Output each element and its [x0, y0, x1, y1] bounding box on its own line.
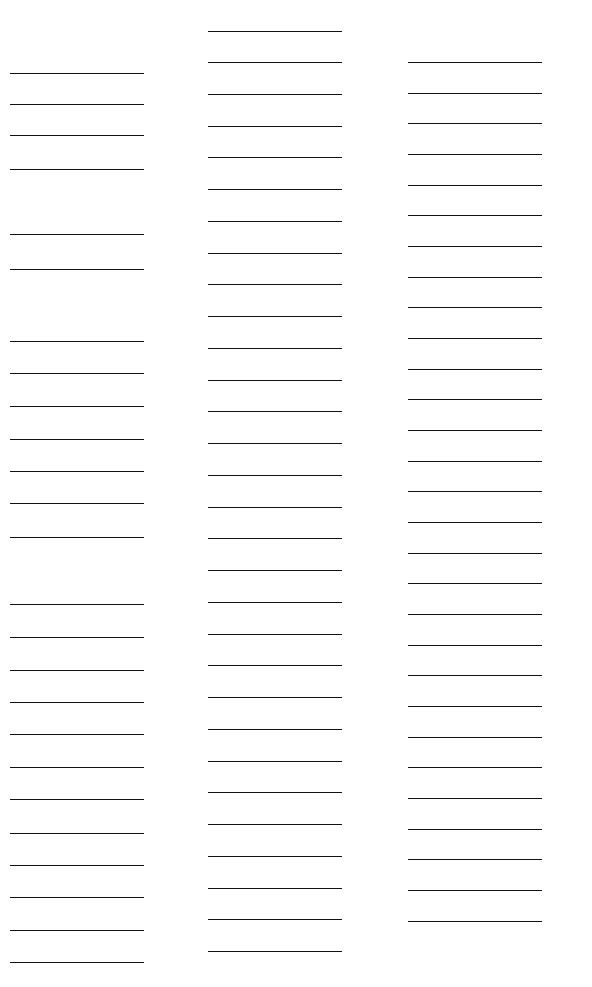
channel-row-46 — [208, 668, 342, 698]
channel-row-61 — [408, 217, 542, 247]
channel-row-66 — [408, 370, 542, 400]
row-rule — [10, 269, 144, 270]
row-rule — [208, 507, 342, 508]
row-rule — [208, 411, 342, 412]
row-rule — [10, 135, 144, 136]
channel-row-41 — [208, 509, 342, 539]
channel-row-62 — [408, 248, 542, 278]
channel-row-67 — [408, 401, 542, 431]
row-rule — [408, 706, 542, 707]
channel-row-16 — [10, 641, 144, 671]
row-rule — [10, 637, 144, 638]
row-rule — [208, 634, 342, 635]
channel-row-55 — [408, 33, 542, 63]
channel-row-57 — [408, 94, 542, 124]
channel-row-69 — [408, 462, 542, 492]
row-rule — [208, 253, 342, 254]
row-rule — [10, 341, 144, 342]
row-rule — [408, 890, 542, 891]
channel-row-74 — [408, 616, 542, 646]
channel-row-44 — [208, 605, 342, 635]
row-rule — [208, 856, 342, 857]
row-rule — [10, 865, 144, 866]
channel-row-13 — [10, 508, 144, 538]
channel-row-8 — [10, 344, 144, 374]
channel-row-70 — [408, 493, 542, 523]
row-rule — [208, 538, 342, 539]
channel-row-64 — [408, 309, 542, 339]
row-rule — [408, 798, 542, 799]
row-rule — [408, 491, 542, 492]
channel-row-34 — [208, 287, 342, 317]
row-rule — [208, 761, 342, 762]
channel-row-83 — [408, 892, 542, 922]
row-rule — [10, 439, 144, 440]
channel-row-79 — [408, 769, 542, 799]
channel-row-5 — [10, 205, 144, 235]
channel-row-48 — [208, 732, 342, 762]
row-rule — [408, 522, 542, 523]
channel-row-63 — [408, 278, 542, 308]
channel-row-6 — [10, 240, 144, 270]
channel-row-19 — [10, 738, 144, 768]
channel-row-54 — [208, 922, 342, 952]
row-rule — [10, 604, 144, 605]
channel-row-36 — [208, 351, 342, 381]
channel-row-35 — [208, 319, 342, 349]
channel-row-17 — [10, 673, 144, 703]
row-rule — [208, 665, 342, 666]
channel-row-15 — [10, 608, 144, 638]
row-rule — [208, 888, 342, 889]
row-rule — [10, 670, 144, 671]
channel-row-3 — [10, 106, 144, 136]
channel-row-37 — [208, 382, 342, 412]
row-rule — [408, 859, 542, 860]
channel-row-47 — [208, 700, 342, 730]
channel-row-50 — [208, 795, 342, 825]
channel-row-7 — [10, 312, 144, 342]
column-top-rule — [208, 31, 342, 32]
row-rule — [208, 157, 342, 158]
row-rule — [408, 338, 542, 339]
row-rule — [208, 919, 342, 920]
row-rule — [10, 897, 144, 898]
channel-row-20 — [10, 770, 144, 800]
channel-row-11 — [10, 442, 144, 472]
column-top-rule — [10, 73, 144, 74]
row-rule — [408, 123, 542, 124]
channel-row-42 — [208, 541, 342, 571]
channel-row-39 — [208, 446, 342, 476]
channel-row-49 — [208, 763, 342, 793]
channel-row-65 — [408, 340, 542, 370]
channel-row-40 — [208, 478, 342, 508]
row-rule — [10, 833, 144, 834]
channel-row-80 — [408, 800, 542, 830]
channel-row-30 — [208, 160, 342, 190]
row-rule — [408, 767, 542, 768]
row-rule — [10, 767, 144, 768]
channel-row-21 — [10, 804, 144, 834]
row-rule — [208, 62, 342, 63]
channel-row-43 — [208, 573, 342, 603]
row-rule — [208, 475, 342, 476]
row-rule — [208, 380, 342, 381]
channel-row-12 — [10, 474, 144, 504]
row-rule — [10, 734, 144, 735]
channel-row-52 — [208, 859, 342, 889]
row-rule — [208, 570, 342, 571]
row-rule — [208, 602, 342, 603]
channel-row-81 — [408, 830, 542, 860]
channel-row-2 — [10, 75, 144, 105]
channel-row-33 — [208, 255, 342, 285]
row-rule — [408, 307, 542, 308]
row-rule — [408, 614, 542, 615]
channel-row-31 — [208, 192, 342, 222]
channel-row-45 — [208, 636, 342, 666]
channel-row-77 — [408, 708, 542, 738]
channel-row-76 — [408, 677, 542, 707]
row-rule — [10, 702, 144, 703]
row-rule — [10, 962, 144, 963]
channel-row-60 — [408, 186, 542, 216]
channel-row-73 — [408, 585, 542, 615]
row-rule — [208, 443, 342, 444]
row-rule — [208, 126, 342, 127]
row-rule — [10, 537, 144, 538]
channel-row-26 — [208, 33, 342, 63]
channel-row-14 — [10, 575, 144, 605]
row-rule — [10, 104, 144, 105]
channel-row-53 — [208, 890, 342, 920]
channel-row-23 — [10, 868, 144, 898]
channel-row-75 — [408, 646, 542, 676]
row-rule — [208, 697, 342, 698]
row-rule — [10, 799, 144, 800]
row-rule — [10, 930, 144, 931]
row-rule — [208, 316, 342, 317]
row-rule — [408, 675, 542, 676]
row-rule — [408, 583, 542, 584]
channel-row-82 — [408, 861, 542, 891]
row-rule — [408, 62, 542, 63]
row-rule — [208, 824, 342, 825]
row-rule — [10, 406, 144, 407]
row-rule — [408, 921, 542, 922]
channel-row-56 — [408, 64, 542, 94]
channel-row-32 — [208, 224, 342, 254]
row-rule — [10, 169, 144, 170]
channel-row-68 — [408, 432, 542, 462]
channel-row-22 — [10, 836, 144, 866]
row-rule — [208, 221, 342, 222]
channel-row-27 — [208, 65, 342, 95]
row-rule — [408, 246, 542, 247]
row-rule — [208, 792, 342, 793]
channel-row-24 — [10, 901, 144, 931]
row-rule — [10, 373, 144, 374]
channel-row-9 — [10, 377, 144, 407]
channel-row-28 — [208, 97, 342, 127]
channel-row-4 — [10, 140, 144, 170]
channel-row-25 — [10, 933, 144, 963]
row-rule — [208, 94, 342, 95]
row-rule — [10, 234, 144, 235]
row-rule — [208, 284, 342, 285]
row-rule — [10, 503, 144, 504]
row-rule — [408, 399, 542, 400]
row-rule — [208, 189, 342, 190]
channel-row-38 — [208, 414, 342, 444]
row-rule — [408, 215, 542, 216]
channel-row-59 — [408, 156, 542, 186]
channel-row-58 — [408, 125, 542, 155]
channel-row-10 — [10, 410, 144, 440]
channel-row-72 — [408, 554, 542, 584]
channel-row-18 — [10, 705, 144, 735]
row-rule — [208, 951, 342, 952]
row-rule — [10, 471, 144, 472]
row-rule — [208, 348, 342, 349]
channel-row-29 — [208, 128, 342, 158]
channel-row-71 — [408, 524, 542, 554]
row-rule — [408, 154, 542, 155]
channel-row-78 — [408, 738, 542, 768]
row-rule — [208, 729, 342, 730]
row-rule — [408, 430, 542, 431]
channel-row-51 — [208, 827, 342, 857]
